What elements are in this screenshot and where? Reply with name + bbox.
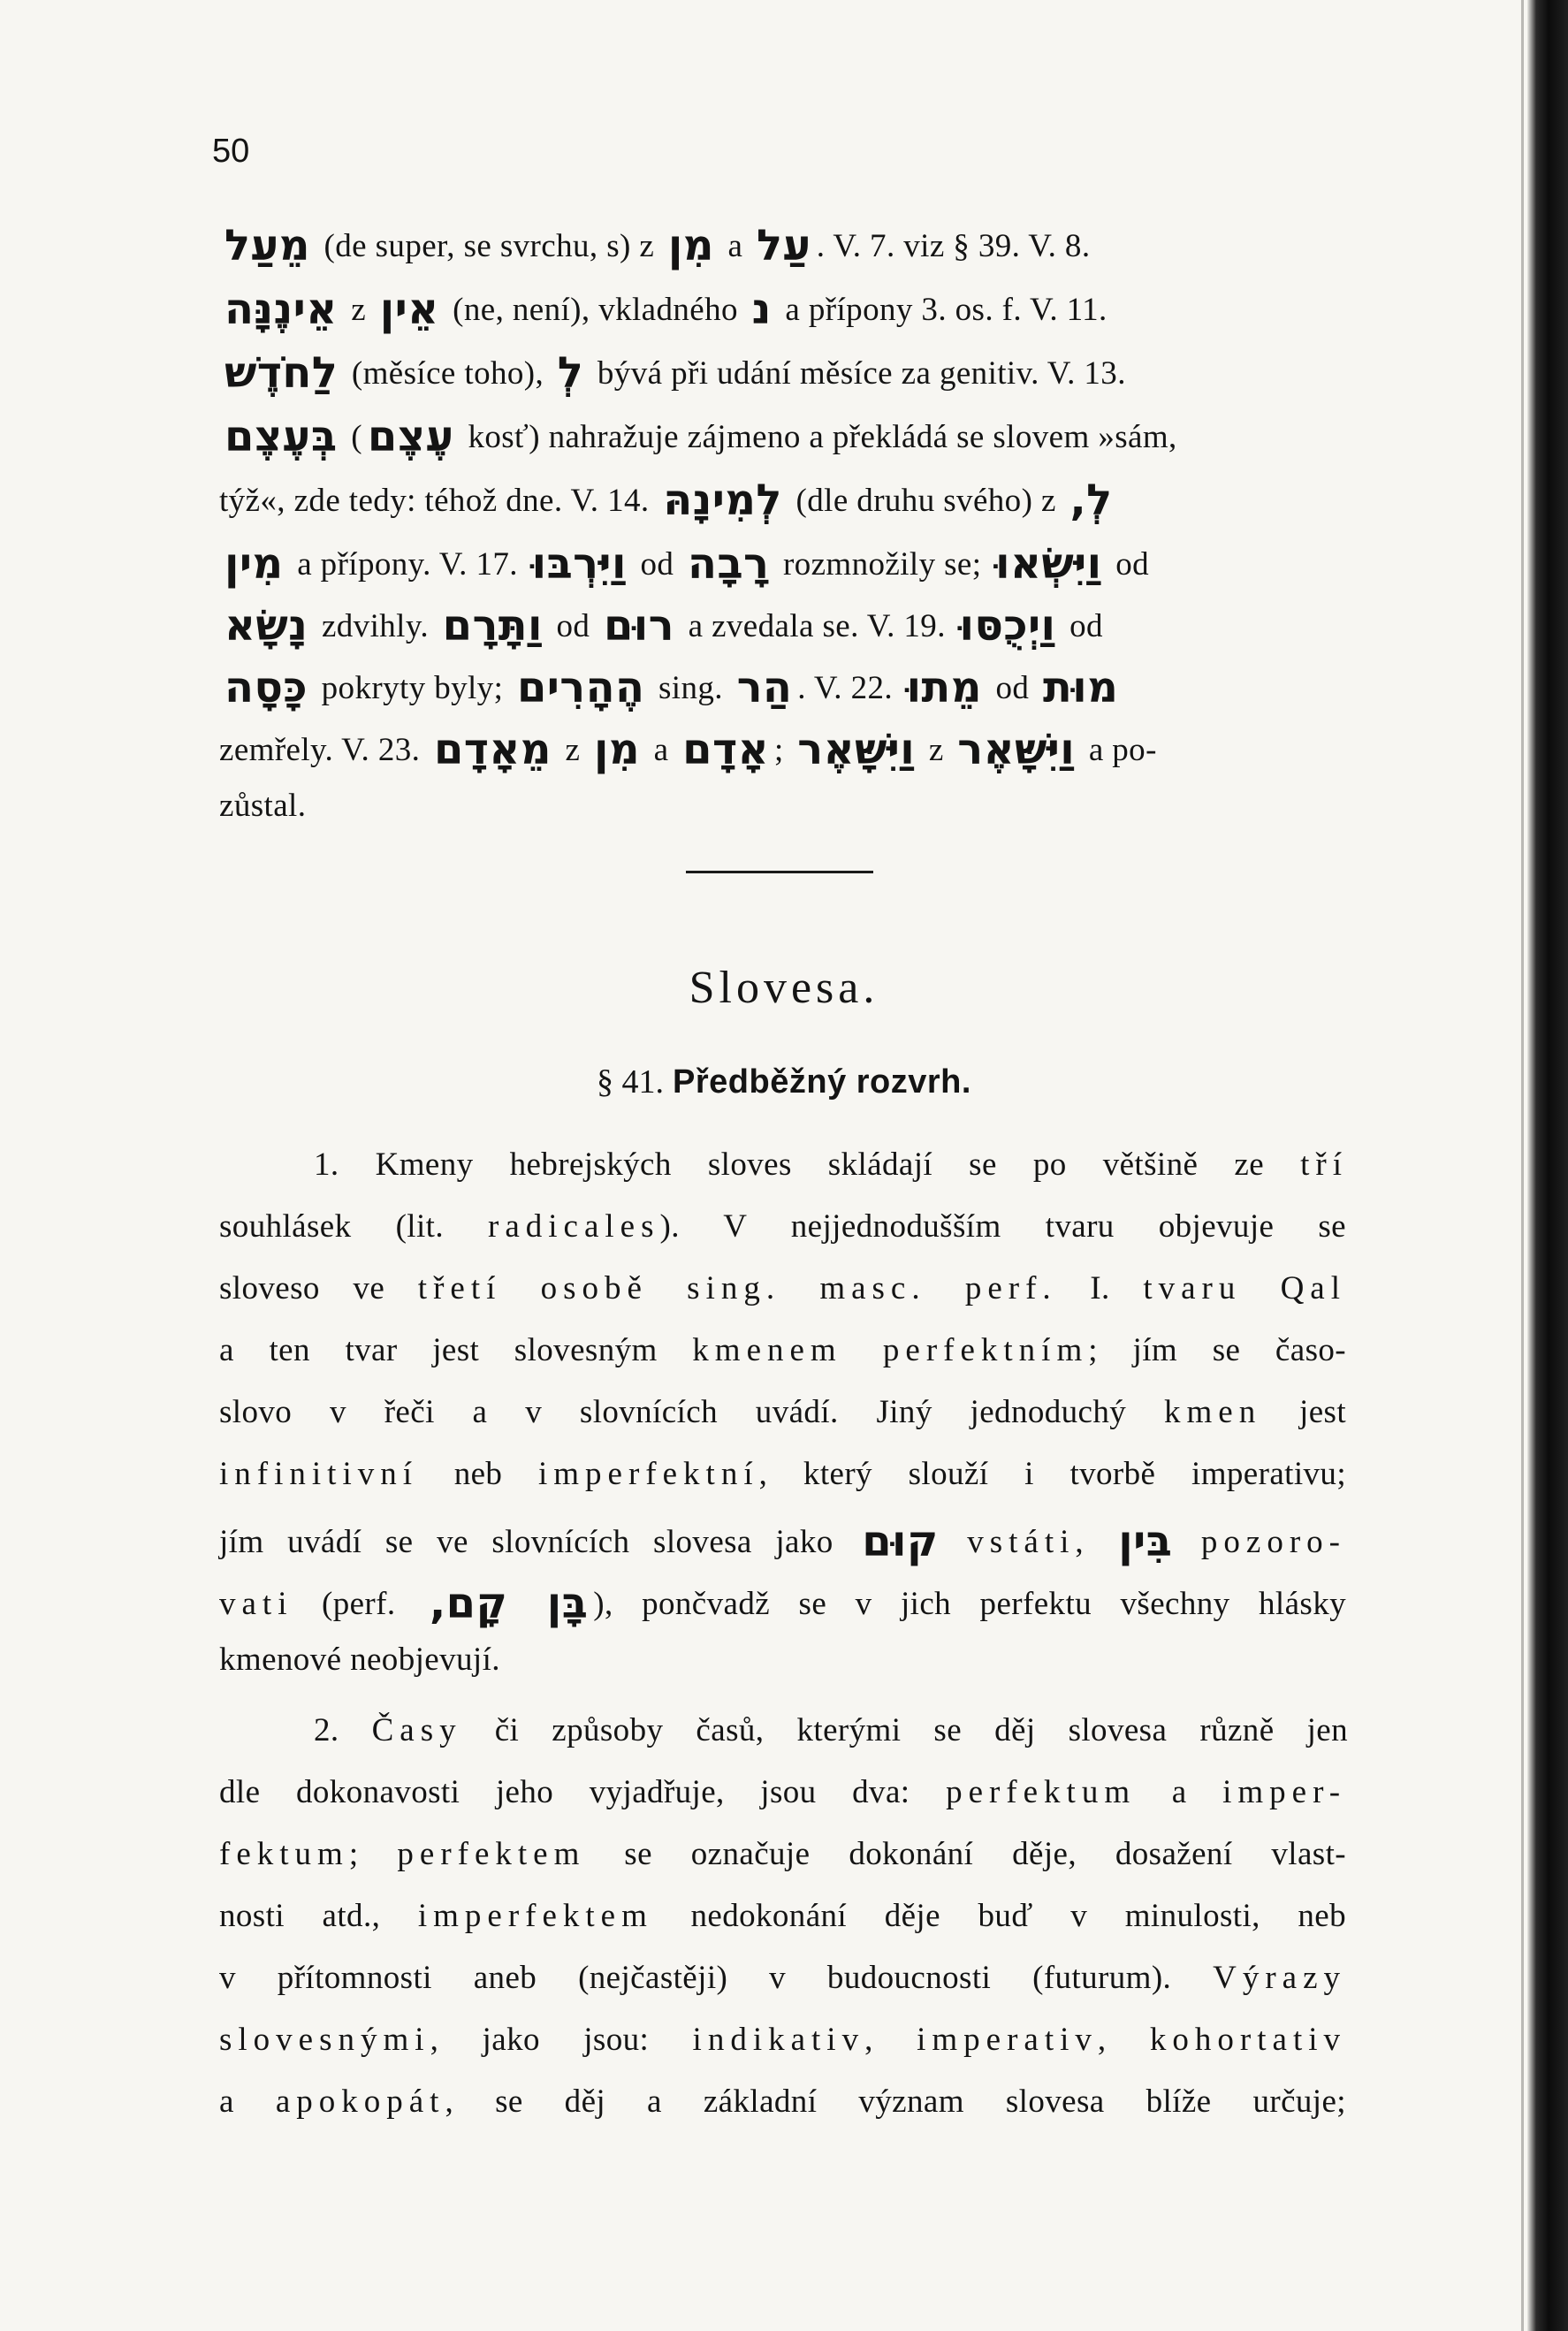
text-segment: v přítomnosti aneb (nejčastěji) v budoucnosti (futurum). [219, 1960, 1172, 1996]
hebrew-word: מֵתוּ [906, 663, 982, 712]
hebrew-word: נָשָׂא [225, 601, 308, 651]
text-segment: , [1097, 2022, 1107, 2058]
hebrew-word: הַר [736, 663, 793, 712]
text-segment: (ne, není), vkladného [453, 292, 738, 328]
hebrew-word: מֵאָדָם [433, 725, 552, 774]
section-divider [686, 871, 873, 873]
spaced-term: perfektum [946, 1774, 1137, 1810]
text-segment: pokryty byly; [321, 670, 504, 706]
paragraph-line [219, 1641, 1342, 1679]
paragraph-line [219, 1269, 1346, 1307]
hebrew-word: וַיְכֻסּוּ [959, 601, 1056, 651]
hebrew-word: אָדָם [682, 725, 769, 774]
spaced-term: fektum [219, 1836, 349, 1872]
spaced-term: imperfektní [538, 1456, 759, 1492]
text-segment: jest [1299, 1394, 1346, 1430]
spaced-term: imper- [1222, 1774, 1347, 1810]
spaced-term: imperfektem [417, 1898, 653, 1934]
text-segment: jím uvádí se ve slovnících slovesa jako [219, 1524, 833, 1560]
hebrew-word: עֶצֶם [367, 412, 454, 461]
hebrew-word: רוּם [603, 601, 674, 651]
page-number: 50 [212, 133, 250, 170]
hebrew-word: קָם, [430, 1579, 508, 1628]
paragraph-line [219, 1517, 1346, 1566]
text-segment: a [1171, 1774, 1187, 1810]
paragraph-line [219, 2021, 1346, 2059]
paragraph-line [219, 2083, 1346, 2121]
text-segment: zdvihly. [321, 608, 429, 644]
spaced-term: kmenem perfektním [692, 1332, 1089, 1368]
paragraph-line [314, 1146, 1348, 1184]
paragraph-line [219, 1331, 1346, 1369]
vocab-line [219, 348, 1342, 398]
text-segment: od [1069, 608, 1103, 644]
paragraph-line [219, 1773, 1346, 1811]
hebrew-word: לְ [557, 348, 584, 398]
text-segment: zůstal. [219, 788, 307, 824]
paragraph-line [219, 1579, 1346, 1628]
hebrew-word: אֵינֶנָּה [225, 285, 338, 334]
text-segment: ; [773, 732, 784, 768]
spaced-term: kmen [1164, 1394, 1262, 1430]
paragraph-line [219, 1455, 1346, 1493]
page-edge-line [1521, 0, 1524, 2331]
text-segment: nedokonání děje buď v minulosti, neb [690, 1898, 1346, 1934]
paragraph-line [219, 1835, 1346, 1873]
hebrew-word: מוּת [1043, 663, 1119, 712]
hebrew-word: קוּם [862, 1517, 939, 1566]
text-segment: , se děj a základní význam slovesa blíže určuje; [445, 2083, 1346, 2120]
vocab-line [219, 221, 1342, 270]
spaced-term: slovesnými [219, 2022, 430, 2058]
vocab-line [219, 285, 1342, 334]
hebrew-word: בְּעֶצֶם [225, 412, 338, 461]
paragraph-line [219, 1959, 1346, 1997]
spaced-term: vati [219, 1586, 293, 1622]
text-segment: 2. [314, 1712, 339, 1748]
hebrew-word: רָבָה [687, 539, 770, 589]
text-segment: , [864, 2022, 873, 2058]
hebrew-word: מִן [594, 725, 641, 774]
hebrew-word: בָּן [546, 1579, 589, 1628]
section-subheading [0, 1063, 1568, 1101]
text-segment: od [1115, 546, 1149, 583]
text-segment: neb [453, 1456, 503, 1492]
spaced-term: Výrazy [1213, 1960, 1346, 1996]
text-segment: (perf. [321, 1586, 396, 1622]
text-segment: (měsíce toho), [351, 355, 544, 392]
text-segment: ), pončvadž se v jich perfektu všechny hlásky [593, 1586, 1347, 1622]
text-segment: sloveso ve [219, 1270, 385, 1306]
text-segment: ). V nejjednodušším tvaru objevuje se [659, 1208, 1346, 1245]
text-segment: bývá při udání měsíce za genitiv. V. 13. [597, 355, 1126, 392]
spaced-term: Časy [371, 1712, 462, 1748]
text-segment: a ten tvar jest slovesným [219, 1332, 658, 1368]
hebrew-word: אֵין [379, 285, 439, 334]
text-segment: ; jím se časo- [1088, 1332, 1347, 1368]
text-segment: od [556, 608, 590, 644]
text-segment: zemřely. V. 23. [219, 732, 421, 768]
spaced-term: pozoro- [1200, 1524, 1346, 1560]
text-segment: sing. [658, 670, 723, 706]
text-segment: dle dokonavosti jeho vyjadřuje, jsou dva: [219, 1774, 910, 1810]
hebrew-word: בִּין [1118, 1517, 1173, 1566]
hebrew-word: מֵעַל [225, 221, 310, 270]
text-segment: , který slouží i tvorbě imperativu; [758, 1456, 1347, 1492]
hebrew-word: לַחֹדֶשׁ [225, 348, 339, 398]
text-segment: z [928, 732, 944, 768]
text-segment: z [565, 732, 581, 768]
text-segment: z [351, 292, 367, 328]
hebrew-word: וַיִּשָּׁאֶר [797, 725, 916, 774]
text-segment: . V. 7. viz § 39. V. 8. [816, 228, 1091, 264]
spaced-term: vstáti, [967, 1524, 1090, 1560]
text-segment: kosť) nahražuje zájmeno a překládá se slovem »sám, [468, 419, 1177, 455]
spaced-term: perfektem [397, 1836, 586, 1872]
hebrew-word: לְ, [1069, 476, 1113, 525]
text-segment: . V. 22. [797, 670, 894, 706]
hebrew-word: לְמִינָהּ [663, 476, 782, 525]
spaced-term: tvaru Qal [1143, 1270, 1346, 1306]
text-segment: týž«, zde tedy: téhož dne. V. 14. [219, 483, 650, 519]
spaced-term: apokopát [275, 2083, 445, 2120]
hebrew-word: כָּסָה [225, 663, 308, 712]
section-heading: Slovesa. [689, 963, 879, 1013]
spaced-term: třetí osobě sing. masc. perf. [417, 1270, 1057, 1306]
vocab-line [219, 476, 1342, 525]
text-segment: 1. Kmeny hebrejských sloves skládají se po většině ze [314, 1146, 1265, 1183]
spaced-term: kohortativ [1149, 2022, 1347, 2058]
paragraph-number: § 41. [597, 1063, 665, 1101]
text-segment: slovo v řeči a v slovnících uvádí. Jiný jednoduchý [219, 1394, 1127, 1430]
text-segment: a zvedala se. V. 19. [688, 608, 946, 644]
hebrew-word: מִן [667, 221, 714, 270]
text-segment: , jako jsou: [430, 2022, 650, 2058]
spaced-term: indikativ [692, 2022, 865, 2058]
vocab-line [219, 412, 1342, 461]
text-segment: souhlásek (lit. [219, 1208, 444, 1245]
text-segment: kmenové neobjevují. [219, 1642, 500, 1678]
text-segment: nosti atd., [219, 1898, 381, 1934]
hebrew-word: עַל [757, 221, 811, 270]
spaced-term: imperativ [917, 2022, 1098, 2058]
vocab-line [219, 725, 1342, 774]
hebrew-word: הֶהָרִים [516, 663, 645, 712]
vocab-line [219, 787, 1342, 825]
text-segment: a přípony 3. os. f. V. 11. [785, 292, 1107, 328]
text-segment: rozmnožily se; [782, 546, 982, 583]
scan-border [1527, 0, 1568, 2331]
text-segment: ( [351, 419, 362, 455]
paragraph-line [219, 1393, 1346, 1431]
paragraph-line [219, 1207, 1346, 1245]
hebrew-word: מִין [225, 539, 284, 589]
text-segment: a [219, 2083, 234, 2120]
text-segment: či způsoby časů, kterými se děj slovesa různě jen [494, 1712, 1348, 1748]
text-segment: (dle druhu svého) z [795, 483, 1056, 519]
text-segment: (de super, se svrchu, s) z [323, 228, 655, 264]
subheading-title: Předběžný rozvrh. [673, 1063, 971, 1101]
text-segment: a [727, 228, 743, 264]
spaced-term: radicales [488, 1208, 660, 1245]
text-segment: ; [348, 1836, 359, 1872]
text-segment: a [653, 732, 669, 768]
paragraph-line [314, 1711, 1348, 1749]
vocab-line [219, 539, 1342, 589]
hebrew-word: וַיִּשָּׁאֶר [957, 725, 1076, 774]
text-segment: od [640, 546, 674, 583]
text-segment: od [995, 670, 1030, 706]
text-segment: a přípony. V. 17. [297, 546, 518, 583]
hebrew-word: וַיִּרְבּוּ [531, 539, 627, 589]
spaced-term: infinitivní [219, 1456, 418, 1492]
text-segment: I. [1090, 1270, 1110, 1306]
hebrew-word: וַיִּשְׂאוּ [995, 539, 1102, 589]
text-segment: a po- [1088, 732, 1157, 768]
paragraph-line [219, 1897, 1346, 1935]
vocab-line [219, 601, 1342, 651]
hebrew-word: וַתָּרָם [442, 601, 543, 651]
spaced-term: tří [1300, 1146, 1348, 1183]
hebrew-word: נ [751, 285, 772, 334]
vocab-line [219, 663, 1342, 712]
text-segment: se označuje dokonání děje, dosažení vlast- [624, 1836, 1346, 1872]
